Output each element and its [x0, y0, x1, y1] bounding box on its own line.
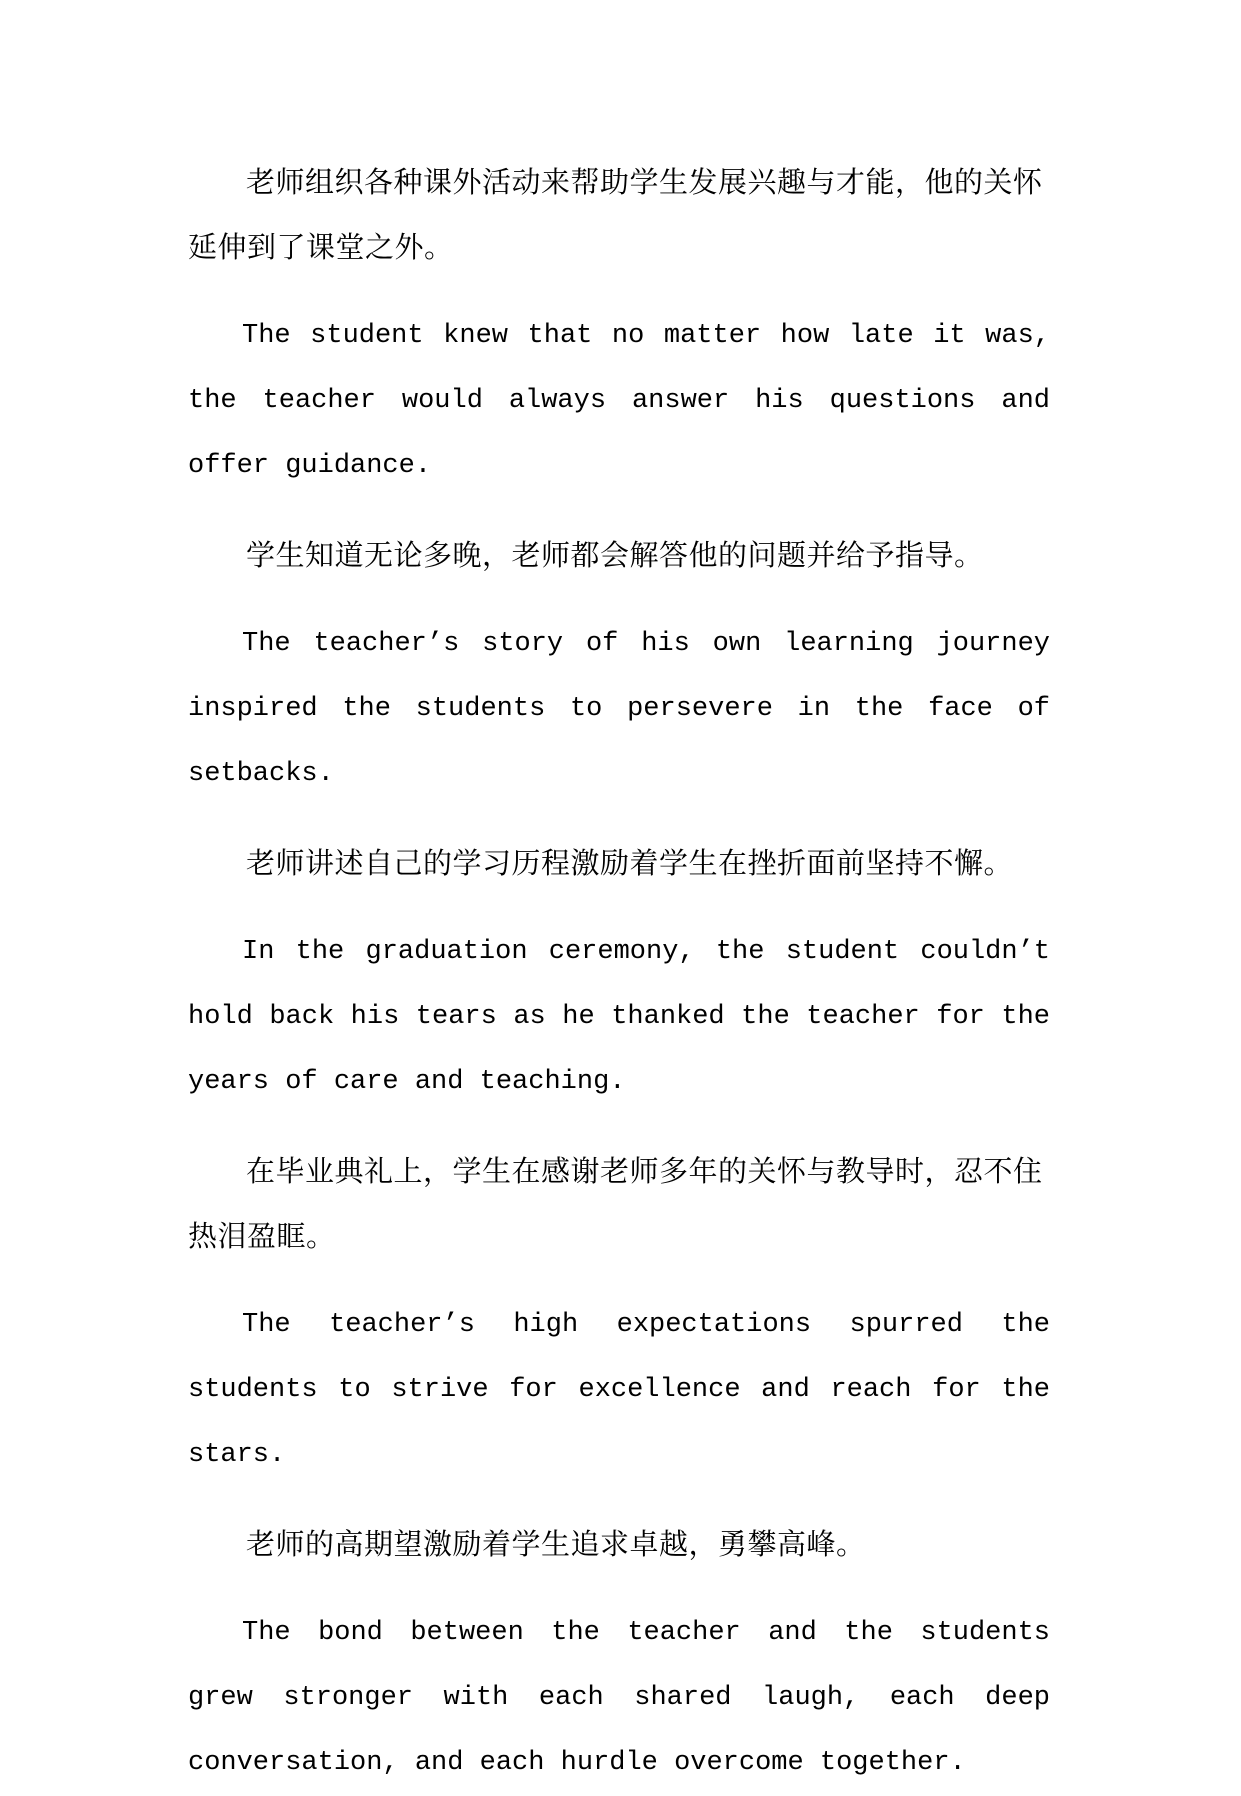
paragraph-en-2: The teacher’s story of his own learning journey inspired the students to persevere in the face of setbacks. — [188, 629, 1050, 789]
paragraph-zh-2: 学生知道无论多晚，老师都会解答他的问题并给予指导。 — [246, 538, 984, 572]
paragraph-en-1: The student knew that no matter how late it was, the teacher would always answer his questions and offer guidance. — [188, 321, 1050, 481]
paragraph-zh-5: 老师的高期望激励着学生追求卓越，勇攀高峰。 — [246, 1527, 866, 1561]
paragraph-en-5: The bond between the teacher and the students grew stronger with each shared laugh, each deep conversation, and each hurdle overcome together. — [188, 1618, 1050, 1778]
paragraph-zh-3: 老师讲述自己的学习历程激励着学生在挫折面前坚持不懈。 — [246, 846, 1014, 880]
paragraph-zh-1: 老师组织各种课外活动来帮助学生发展兴趣与才能，他的关怀延伸到了课堂之外。 — [188, 165, 1043, 264]
paragraph-en-3: In the graduation ceremony, the student couldn’t hold back his tears as he thanked the teacher for the years of care and teaching. — [188, 937, 1050, 1097]
paragraph-en-4: The teacher’s high expectations spurred the students to strive for excellence and reach for the stars. — [188, 1310, 1050, 1470]
document-body — [188, 150, 1050, 1796]
paragraph-zh-4: 在毕业典礼上，学生在感谢老师多年的关怀与教导时，忍不住热泪盈眶。 — [188, 1154, 1043, 1253]
